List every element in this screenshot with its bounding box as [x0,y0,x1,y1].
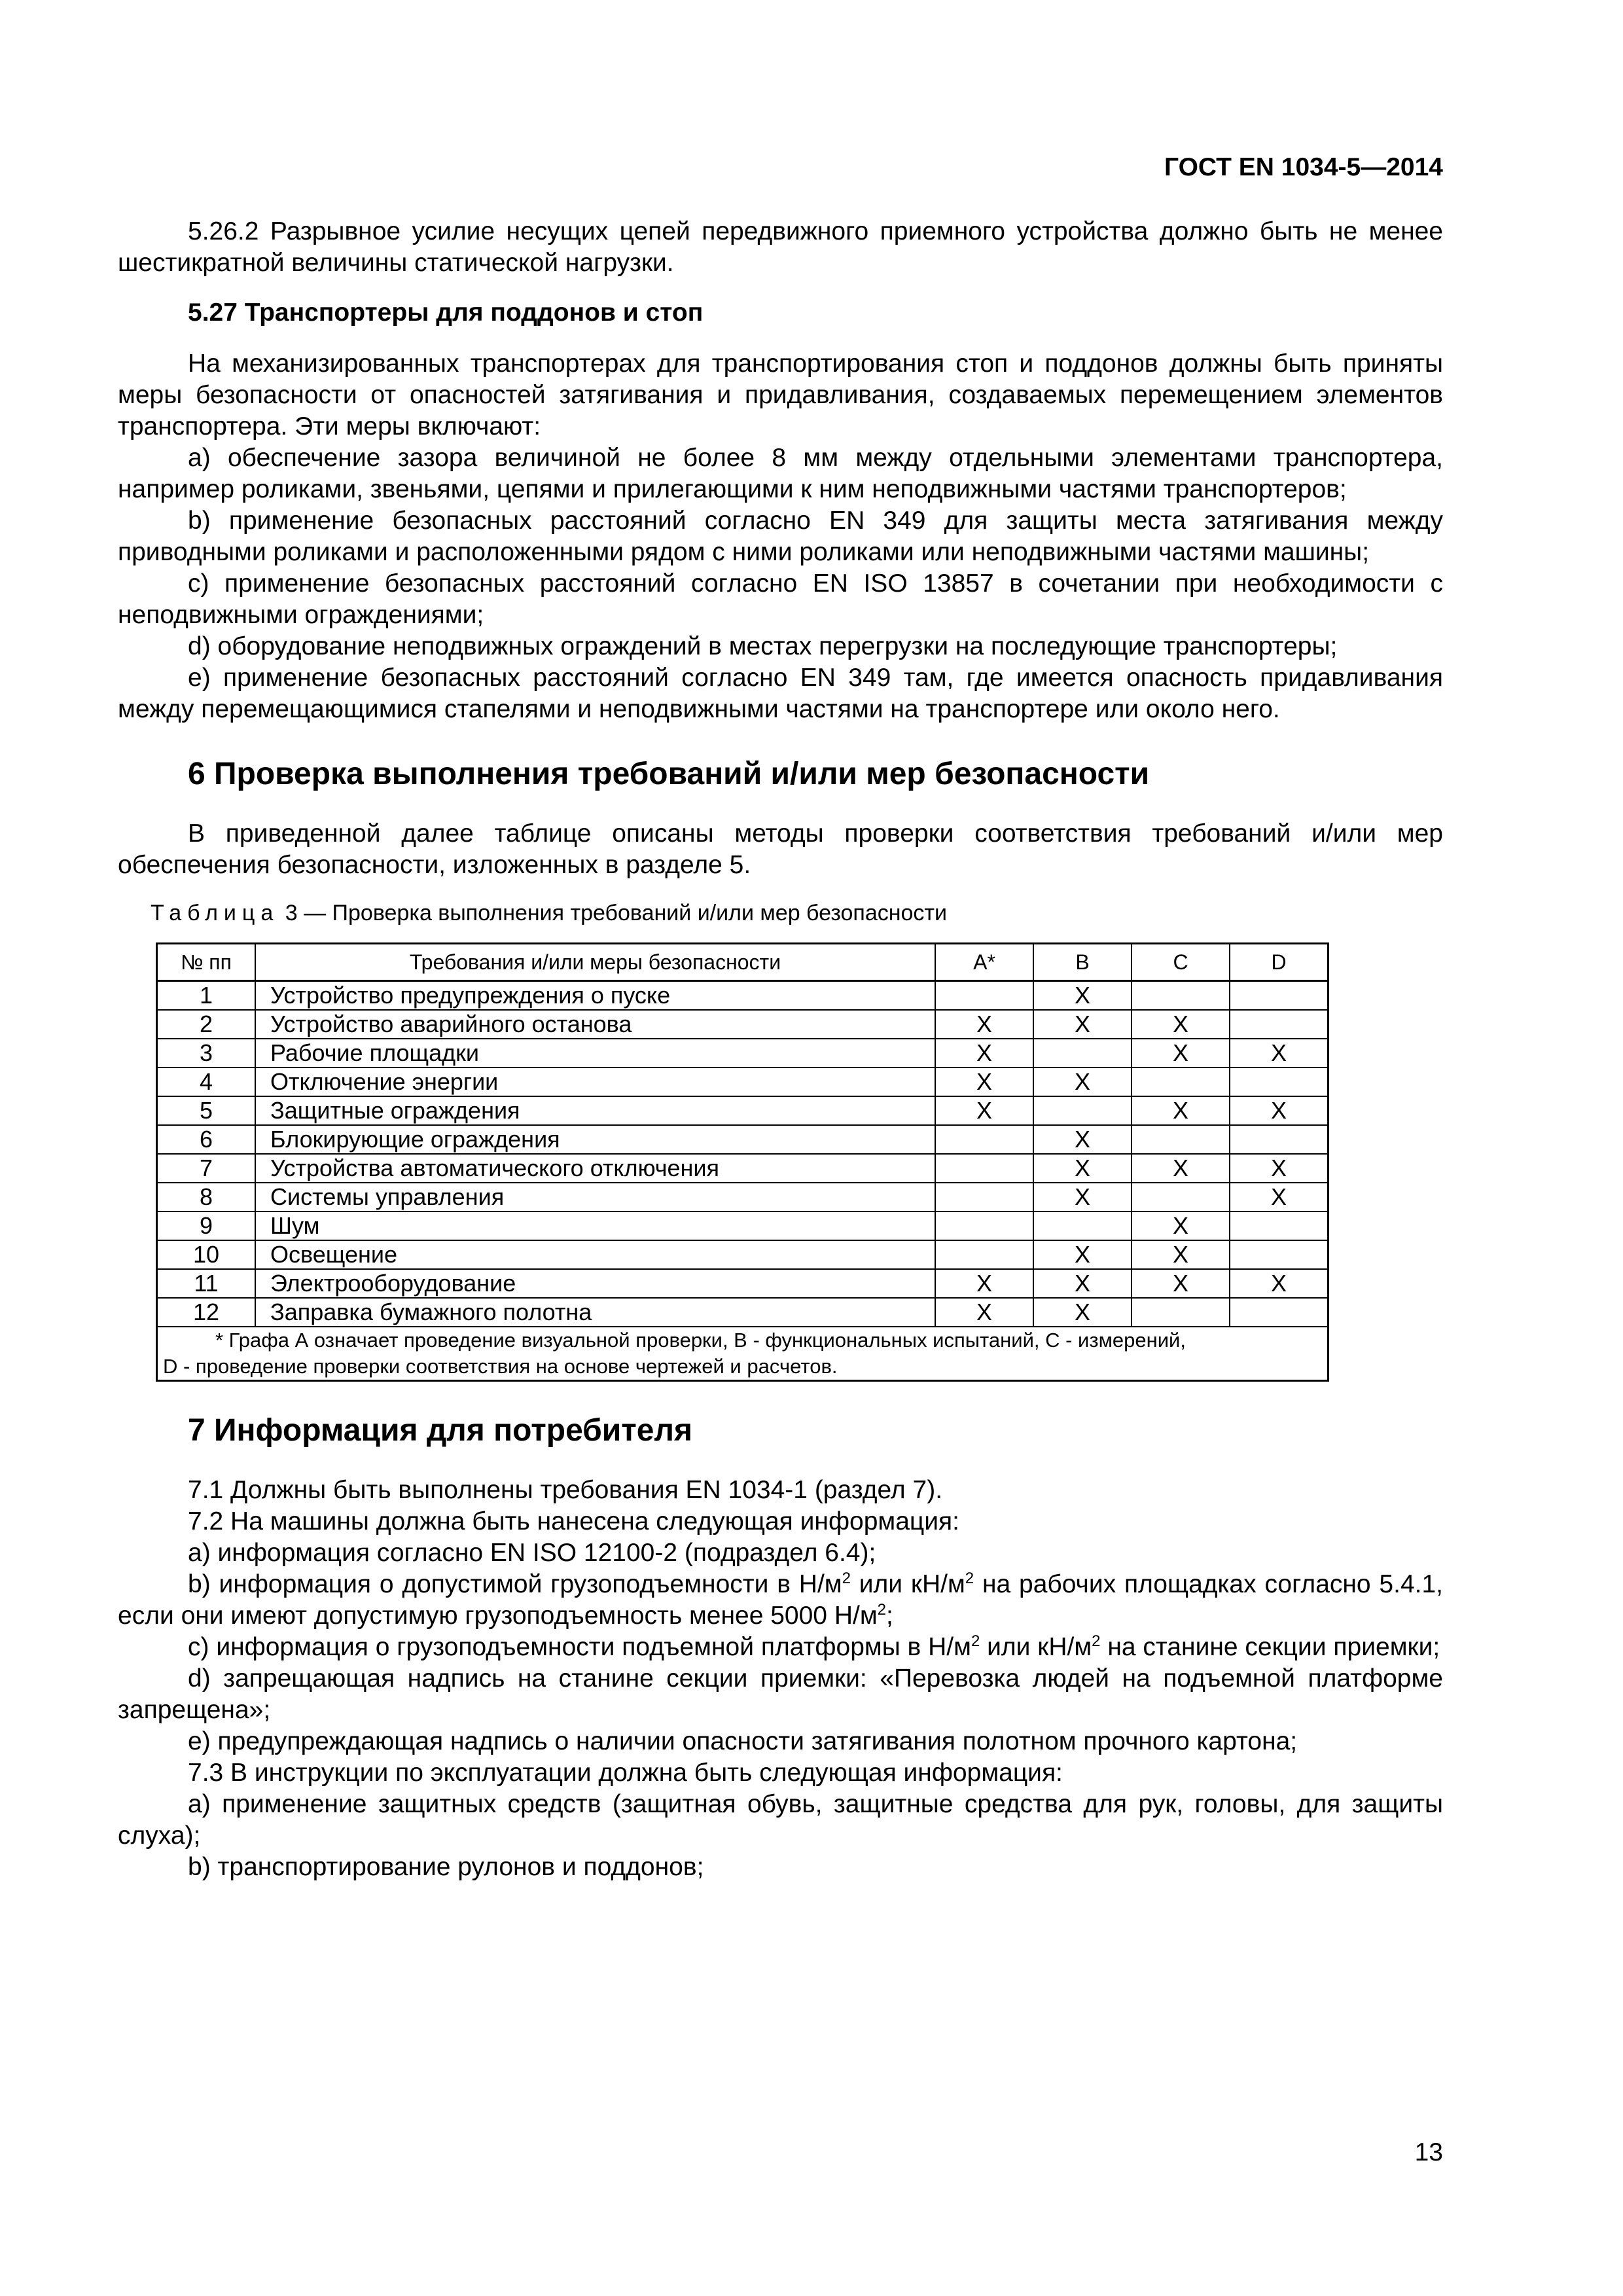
cell-requirement: Устройство предупреждения о пуске [255,981,935,1011]
table-row [157,1240,1329,1269]
cell-b: X [1033,1125,1132,1154]
paragraph-5-26-2: 5.26.2 Разрывное усилие несущих цепей передвижного приемного устройства должно быть не менее шестикратной величины статической нагрузки. [118,217,1443,277]
text-run: ; [886,1602,893,1630]
cell-c: X [1132,1010,1230,1039]
cell-c: X [1132,1211,1230,1240]
text-run: на рабочих площадках согласно 5.4.1, если они имеют допустимую грузоподъемность менее 5000 Н/м [118,1570,1443,1630]
text-run: на станине секции приемки; [1100,1633,1440,1661]
table-row [157,1039,1329,1067]
cell-c [1132,981,1230,1011]
paragraph-7-2-b [118,1569,1443,1632]
table-note-row [157,1327,1329,1381]
cell-a [935,1154,1033,1183]
paragraph-7-2-e: e) предупреждающая надпись о наличии опасности затягивания полотном прочного картона; [188,1727,1298,1755]
cell-requirement: Блокирующие ограждения [255,1125,935,1154]
cell-c: X [1132,1096,1230,1125]
table-row [157,1183,1329,1211]
cell-requirement: Освещение [255,1240,935,1269]
cell-a: X [935,1269,1033,1298]
col-header-a: А* [935,944,1033,981]
text-run: или кН/м [980,1633,1092,1661]
table-note [157,1327,1329,1381]
cell-number: 4 [157,1067,256,1096]
cell-c [1132,1125,1230,1154]
table-row [157,981,1329,1011]
table-row [157,1298,1329,1327]
verification-table [156,942,1329,1382]
cell-number: 1 [157,981,256,1011]
cell-c: X [1132,1240,1230,1269]
superscript: 2 [971,1632,980,1650]
paragraph-5-27-e: e) применение безопасных расстояний согласно EN 349 там, где имеется опасность придавливания между перемещающимися стапелями и неподвижными частями на транспортере или около него. [118,664,1443,723]
col-header-d: D [1230,944,1329,981]
paragraph-7-2-a: а) информация согласно EN ISO 12100-2 (подраздел 6.4); [188,1539,876,1567]
col-header-requirement: Требования и/или меры безопасности [255,944,935,981]
text-run: c) информация о грузоподъемности подъемной платформы в Н/м [188,1633,971,1661]
cell-number: 10 [157,1240,256,1269]
text-run: или кН/м [850,1570,965,1598]
cell-requirement: Устройства автоматического отключения [255,1154,935,1183]
table-row [157,1125,1329,1154]
cell-number: 6 [157,1125,256,1154]
cell-b: X [1033,1240,1132,1269]
cell-requirement: Заправка бумажного полотна [255,1298,935,1327]
cell-b: X [1033,1298,1132,1327]
table-note-line-2: D - проведение проверки соответствия на основе чертежей и расчетов. [163,1355,838,1378]
cell-d [1230,1010,1329,1039]
paragraph-5-27-b: b) применение безопасных расстояний согласно EN 349 для защиты места затягивания между приводными роликами и расположенными рядом с ними роликами или неподвижными частями машины; [118,507,1443,566]
cell-c [1132,1298,1230,1327]
cell-a: X [935,1010,1033,1039]
table-row [157,1096,1329,1125]
cell-number: 9 [157,1211,256,1240]
cell-d [1230,1298,1329,1327]
paragraph-5-27-a: а) обеспечение зазора величиной не более 8 мм между отдельными элементами транспортера, например роликами, звеньями, цепями и прилегающими к ним неподвижными частями транспортеров; [118,444,1443,503]
cell-d: X [1230,1154,1329,1183]
cell-b: X [1033,1010,1132,1039]
cell-a [935,1183,1033,1211]
cell-a: X [935,1039,1033,1067]
cell-requirement: Шум [255,1211,935,1240]
cell-number: 8 [157,1183,256,1211]
cell-b: X [1033,1067,1132,1096]
superscript: 2 [842,1570,851,1587]
cell-c [1132,1067,1230,1096]
table-note-line-1: * Графа А означает проведение визуальной проверки, В - функциональных испытаний, С - измерений, [215,1329,1186,1352]
cell-a: X [935,1067,1033,1096]
cell-c: X [1132,1154,1230,1183]
heading-5-27: 5.27 Транспортеры для поддонов и стоп [188,298,704,327]
cell-number: 3 [157,1039,256,1067]
table-row [157,1211,1329,1240]
superscript: 2 [877,1601,887,1619]
superscript: 2 [965,1570,974,1587]
heading-section-7: 7 Информация для потребителя [188,1413,692,1448]
cell-requirement: Устройство аварийного останова [255,1010,935,1039]
cell-d [1230,1125,1329,1154]
cell-number: 7 [157,1154,256,1183]
cell-requirement: Защитные ограждения [255,1096,935,1125]
cell-d: X [1230,1183,1329,1211]
cell-requirement: Рабочие площадки [255,1039,935,1067]
cell-requirement: Системы управления [255,1183,935,1211]
table-header-row [157,944,1329,981]
cell-a [935,1240,1033,1269]
col-header-c: С [1132,944,1230,981]
cell-a [935,1125,1033,1154]
cell-requirement: Отключение энергии [255,1067,935,1096]
table-row [157,1154,1329,1183]
cell-b: X [1033,1183,1132,1211]
cell-d [1230,1067,1329,1096]
paragraph-6: В приведенной далее таблице описаны методы проверки соответствия требований и/или мер обеспечения безопасности, изложенных в разделе 5. [118,819,1443,879]
cell-b [1033,1096,1132,1125]
cell-a: X [935,1096,1033,1125]
cell-c: X [1132,1269,1230,1298]
cell-d: X [1230,1039,1329,1067]
document-page [118,0,1443,2296]
table-row [157,1067,1329,1096]
paragraph-7-1: 7.1 Должны быть выполнены требования EN 1034-1 (раздел 7). [188,1476,943,1504]
table-row [157,1269,1329,1298]
cell-number: 11 [157,1269,256,1298]
paragraph-5-27-d: d) оборудование неподвижных ограждений в местах перегрузки на последующие транспортеры; [188,632,1338,660]
superscript: 2 [1092,1632,1101,1650]
cell-number: 5 [157,1096,256,1125]
table-row [157,1010,1329,1039]
cell-a [935,1211,1033,1240]
col-header-number: № пп [157,944,256,981]
table-caption [151,899,1443,927]
col-header-b: В [1033,944,1132,981]
cell-number: 12 [157,1298,256,1327]
paragraph-7-3-b: b) транспортирование рулонов и поддонов; [188,1853,704,1881]
cell-c: X [1132,1039,1230,1067]
cell-b: X [1033,981,1132,1011]
cell-d: X [1230,1269,1329,1298]
table-caption-text: 3 — Проверка выполнения требований и/или мер безопасности [279,901,947,925]
cell-b [1033,1211,1132,1240]
table-caption-word: Таблица [151,901,279,925]
cell-d: X [1230,1096,1329,1125]
document-header: ГОСТ EN 1034-5—2014 [1164,153,1443,181]
cell-b: X [1033,1154,1132,1183]
paragraph-5-27-c: c) применение безопасных расстояний согласно EN ISO 13857 в сочетании при необходимости с неподвижными ограждениями; [118,569,1443,629]
cell-number: 2 [157,1010,256,1039]
page-number: 13 [1414,2138,1443,2166]
cell-b: X [1033,1269,1132,1298]
paragraph-7-3: 7.3 В инструкции по эксплуатации должна быть следующая информация: [188,1759,1063,1787]
cell-a: X [935,1298,1033,1327]
document-body [118,216,1443,1883]
paragraph-7-2-c [118,1632,1443,1663]
paragraph-7-3-a: а) применение защитных средств (защитная обувь, защитные средства для рук, головы, для защиты слуха); [118,1790,1443,1850]
cell-c [1132,1183,1230,1211]
text-run: b) информация о допустимой грузоподъемности в Н/м [188,1570,842,1598]
paragraph-5-27-intro: На механизированных транспортерах для транспортирования стоп и поддонов должны быть приняты меры безопасности от опасностей затягивания и придавливания, создаваемых перемещением элементов транспортера. Эти меры включают: [118,350,1443,440]
cell-b [1033,1039,1132,1067]
cell-a [935,981,1033,1011]
cell-requirement: Электрооборудование [255,1269,935,1298]
paragraph-7-2: 7.2 На машины должна быть нанесена следующая информация: [188,1507,960,1535]
cell-d [1230,981,1329,1011]
table-body [157,981,1329,1327]
cell-d [1230,1211,1329,1240]
paragraph-7-2-d: d) запрещающая надпись на станине секции приемки: «Перевозка людей на подъемной платформе запрещена»; [118,1664,1443,1724]
cell-d [1230,1240,1329,1269]
heading-section-6: 6 Проверка выполнения требований и/или мер безопасности [188,757,1150,791]
